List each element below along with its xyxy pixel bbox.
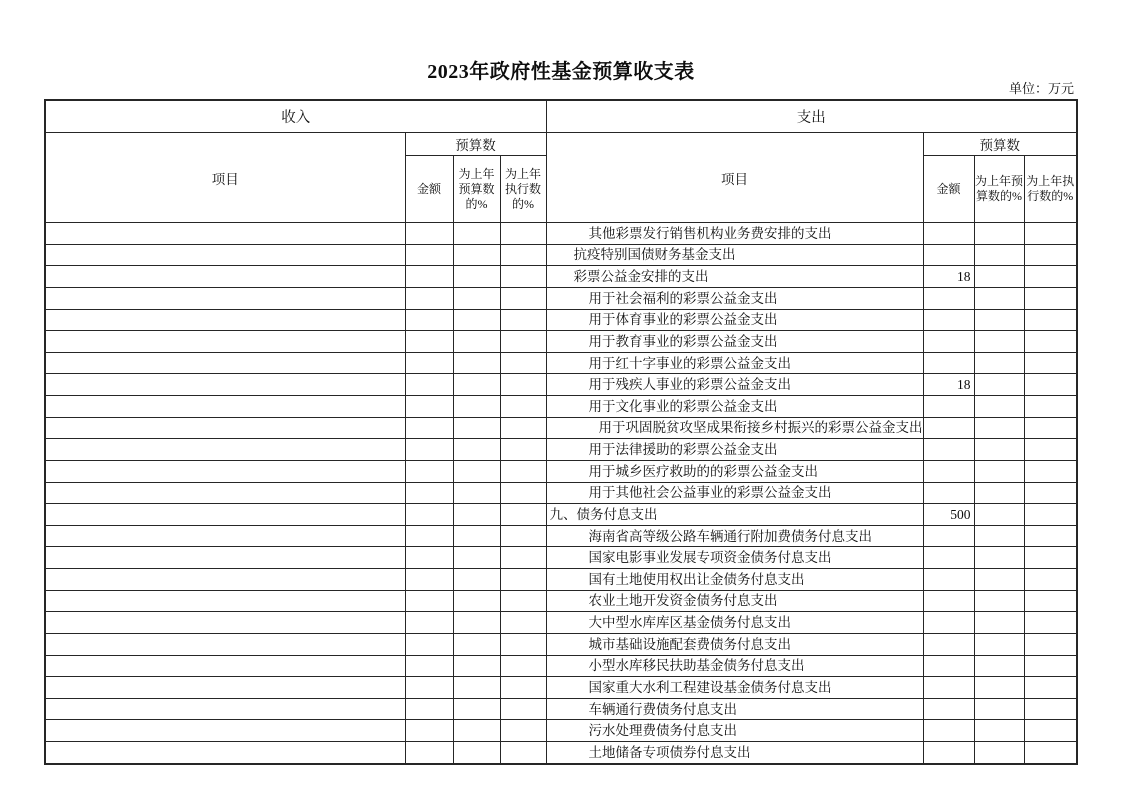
- revenue-pct-budget-cell: [453, 460, 500, 482]
- expenditure-amount-cell: [923, 698, 974, 720]
- expenditure-section-header: 支出: [546, 100, 1077, 133]
- revenue-pct-actual-cell: [500, 482, 546, 504]
- revenue-pct-actual-cell: [500, 677, 546, 699]
- expenditure-amount-cell: 500: [923, 504, 974, 526]
- revenue-pct-budget-cell: [453, 266, 500, 288]
- revenue-item-cell: [45, 244, 405, 266]
- expenditure-amount-cell: [923, 655, 974, 677]
- revenue-pct-actual-cell: [500, 309, 546, 331]
- revenue-pct-budget-cell: [453, 223, 500, 245]
- expenditure-amount-header: 金额: [923, 156, 974, 223]
- revenue-item-cell: [45, 482, 405, 504]
- revenue-pct-budget-cell: [453, 287, 500, 309]
- expenditure-pct-budget-cell: [974, 417, 1024, 439]
- expenditure-pct-budget-cell: [974, 590, 1024, 612]
- revenue-amount-cell: [405, 396, 453, 418]
- revenue-amount-cell: [405, 244, 453, 266]
- expenditure-amount-cell: [923, 287, 974, 309]
- table-row: [45, 525, 1077, 547]
- table-row: [45, 352, 1077, 374]
- revenue-amount-cell: [405, 287, 453, 309]
- expenditure-amount-cell: [923, 569, 974, 591]
- revenue-section-header: 收入: [45, 100, 546, 133]
- revenue-pct-actual-cell: [500, 331, 546, 353]
- table-row: [45, 569, 1077, 591]
- revenue-pct-actual-cell: [500, 655, 546, 677]
- expenditure-pct-actual-cell: [1024, 525, 1077, 547]
- revenue-pct-actual-cell: [500, 720, 546, 742]
- revenue-pct-budget-cell: [453, 655, 500, 677]
- revenue-item-cell: [45, 417, 405, 439]
- revenue-pct-actual-cell: [500, 525, 546, 547]
- expenditure-pct-actual-cell: [1024, 742, 1077, 764]
- expenditure-pct-actual-cell: [1024, 569, 1077, 591]
- expenditure-item-cell: 用于其他社会公益事业的彩票公益金支出: [546, 482, 923, 504]
- table-row: [45, 396, 1077, 418]
- table-row: [45, 417, 1077, 439]
- expenditure-pct-actual-cell: [1024, 698, 1077, 720]
- revenue-amount-cell: [405, 525, 453, 547]
- expenditure-item-cell: 用于巩固脱贫攻坚成果衔接乡村振兴的彩票公益金支出: [546, 417, 923, 439]
- revenue-pct-actual-cell: [500, 439, 546, 461]
- revenue-item-cell: [45, 655, 405, 677]
- revenue-pct-budget-cell: [453, 352, 500, 374]
- expenditure-amount-cell: [923, 417, 974, 439]
- revenue-pct-actual-cell: [500, 633, 546, 655]
- table-row: [45, 460, 1077, 482]
- expenditure-amount-cell: [923, 547, 974, 569]
- expenditure-amount-cell: [923, 460, 974, 482]
- revenue-pct-actual-cell: [500, 569, 546, 591]
- expenditure-pct-budget-cell: [974, 374, 1024, 396]
- revenue-item-cell: [45, 698, 405, 720]
- section-header-row: [45, 100, 1077, 133]
- revenue-item-cell: [45, 331, 405, 353]
- expenditure-pct-budget-cell: [974, 698, 1024, 720]
- revenue-amount-cell: [405, 374, 453, 396]
- expenditure-item-cell: 大中型水库库区基金债务付息支出: [546, 612, 923, 634]
- table-row: [45, 677, 1077, 699]
- expenditure-pct-actual-cell: [1024, 547, 1077, 569]
- revenue-pct-budget-cell: [453, 547, 500, 569]
- revenue-pct-actual-cell: [500, 396, 546, 418]
- expenditure-pct-actual-cell: [1024, 720, 1077, 742]
- expenditure-pct-actual-cell: [1024, 396, 1077, 418]
- revenue-item-cell: [45, 287, 405, 309]
- table-row: [45, 590, 1077, 612]
- revenue-item-cell: [45, 223, 405, 245]
- expenditure-item-cell: 农业土地开发资金债务付息支出: [546, 590, 923, 612]
- revenue-pct-actual-cell: [500, 223, 546, 245]
- expenditure-amount-cell: [923, 633, 974, 655]
- revenue-item-cell: [45, 720, 405, 742]
- revenue-amount-cell: [405, 504, 453, 526]
- expenditure-pct-actual-cell: [1024, 417, 1077, 439]
- expenditure-pct-actual-cell: [1024, 287, 1077, 309]
- expenditure-pct-actual-cell: [1024, 309, 1077, 331]
- revenue-pct-actual-cell: [500, 612, 546, 634]
- expenditure-item-cell: 用于体育事业的彩票公益金支出: [546, 309, 923, 331]
- expenditure-item-cell: 城市基础设施配套费债务付息支出: [546, 633, 923, 655]
- expenditure-item-header: 项目: [546, 133, 923, 223]
- expenditure-pct-actual-cell: [1024, 223, 1077, 245]
- expenditure-item-cell: 用于文化事业的彩票公益金支出: [546, 396, 923, 418]
- revenue-pct-budget-cell: [453, 417, 500, 439]
- revenue-pct-budget-cell: [453, 633, 500, 655]
- table-body: [45, 223, 1077, 764]
- expenditure-pct-budget-cell: [974, 547, 1024, 569]
- expenditure-amount-cell: [923, 482, 974, 504]
- revenue-amount-cell: [405, 547, 453, 569]
- revenue-pct-actual-cell: [500, 352, 546, 374]
- expenditure-amount-cell: [923, 396, 974, 418]
- expenditure-pct-budget-cell: [974, 720, 1024, 742]
- revenue-item-cell: [45, 677, 405, 699]
- revenue-pct-budget-cell: [453, 525, 500, 547]
- expenditure-pct-actual-cell: [1024, 504, 1077, 526]
- expenditure-pct-actual-cell: [1024, 612, 1077, 634]
- revenue-amount-cell: [405, 655, 453, 677]
- expenditure-pct-budget-cell: [974, 569, 1024, 591]
- revenue-amount-cell: [405, 698, 453, 720]
- expenditure-pct-budget-cell: [974, 396, 1024, 418]
- expenditure-pct-budget-cell: [974, 223, 1024, 245]
- table-row: [45, 374, 1077, 396]
- expenditure-item-cell: 国有土地使用权出让金债务付息支出: [546, 569, 923, 591]
- expenditure-item-cell: 污水处理费债务付息支出: [546, 720, 923, 742]
- page-title: 2023年政府性基金预算收支表: [427, 61, 695, 83]
- revenue-amount-cell: [405, 266, 453, 288]
- expenditure-item-cell: 其他彩票发行销售机构业务费安排的支出: [546, 223, 923, 245]
- table-row: [45, 244, 1077, 266]
- expenditure-item-cell: 车辆通行费债务付息支出: [546, 698, 923, 720]
- expenditure-pct-actual-cell: [1024, 244, 1077, 266]
- expenditure-pct-budget-cell: [974, 482, 1024, 504]
- budget-header-row: [45, 133, 1077, 156]
- expenditure-pct-actual-cell: [1024, 266, 1077, 288]
- expenditure-pct-budget-cell: [974, 460, 1024, 482]
- expenditure-pct-actual-cell: [1024, 352, 1077, 374]
- expenditure-amount-cell: [923, 677, 974, 699]
- expenditure-amount-cell: [923, 525, 974, 547]
- expenditure-pct-budget-cell: [974, 439, 1024, 461]
- revenue-amount-cell: [405, 309, 453, 331]
- expenditure-item-cell: 九、债务付息支出: [546, 504, 923, 526]
- revenue-pct-budget-cell: [453, 590, 500, 612]
- table-row: [45, 482, 1077, 504]
- expenditure-pct-budget-cell: [974, 352, 1024, 374]
- expenditure-amount-cell: [923, 244, 974, 266]
- expenditure-item-cell: 用于残疾人事业的彩票公益金支出: [546, 374, 923, 396]
- table-row: [45, 331, 1077, 353]
- revenue-budget-header: 预算数: [405, 133, 546, 156]
- expenditure-item-cell: 彩票公益金安排的支出: [546, 266, 923, 288]
- revenue-item-cell: [45, 547, 405, 569]
- revenue-pct-actual-cell: [500, 460, 546, 482]
- revenue-item-cell: [45, 374, 405, 396]
- revenue-pct-budget-cell: [453, 612, 500, 634]
- unit-label: 单位：万元: [1008, 81, 1074, 96]
- expenditure-amount-cell: [923, 439, 974, 461]
- expenditure-pct-actual-cell: [1024, 482, 1077, 504]
- expenditure-pct-actual-cell: [1024, 633, 1077, 655]
- expenditure-pct-actual-cell: [1024, 590, 1077, 612]
- revenue-amount-cell: [405, 460, 453, 482]
- expenditure-pct-actual-header: 为上年执行数的%: [1024, 156, 1077, 223]
- expenditure-amount-cell: [923, 720, 974, 742]
- expenditure-item-cell: 用于教育事业的彩票公益金支出: [546, 331, 923, 353]
- table-row: [45, 223, 1077, 245]
- table-row: [45, 720, 1077, 742]
- expenditure-item-cell: 用于法律援助的彩票公益金支出: [546, 439, 923, 461]
- expenditure-pct-actual-cell: [1024, 655, 1077, 677]
- revenue-amount-cell: [405, 720, 453, 742]
- revenue-item-cell: [45, 396, 405, 418]
- revenue-pct-actual-cell: [500, 590, 546, 612]
- revenue-amount-cell: [405, 612, 453, 634]
- revenue-pct-budget-header: 为上年预算数的%: [453, 156, 500, 223]
- expenditure-pct-budget-cell: [974, 742, 1024, 764]
- revenue-pct-budget-cell: [453, 331, 500, 353]
- expenditure-pct-budget-cell: [974, 266, 1024, 288]
- expenditure-pct-budget-cell: [974, 309, 1024, 331]
- expenditure-pct-actual-cell: [1024, 460, 1077, 482]
- expenditure-pct-actual-cell: [1024, 374, 1077, 396]
- revenue-amount-cell: [405, 482, 453, 504]
- table-row: [45, 266, 1077, 288]
- expenditure-amount-cell: [923, 590, 974, 612]
- expenditure-pct-budget-cell: [974, 677, 1024, 699]
- expenditure-pct-budget-cell: [974, 287, 1024, 309]
- revenue-item-cell: [45, 633, 405, 655]
- revenue-item-cell: [45, 352, 405, 374]
- expenditure-amount-cell: [923, 309, 974, 331]
- expenditure-item-cell: 用于城乡医疗救助的的彩票公益金支出: [546, 460, 923, 482]
- revenue-pct-actual-cell: [500, 504, 546, 526]
- expenditure-pct-actual-cell: [1024, 331, 1077, 353]
- expenditure-pct-budget-cell: [974, 504, 1024, 526]
- revenue-amount-cell: [405, 223, 453, 245]
- revenue-pct-actual-cell: [500, 374, 546, 396]
- expenditure-item-cell: 国家重大水利工程建设基金债务付息支出: [546, 677, 923, 699]
- expenditure-budget-header: 预算数: [923, 133, 1077, 156]
- expenditure-amount-cell: [923, 331, 974, 353]
- revenue-pct-actual-cell: [500, 547, 546, 569]
- revenue-item-cell: [45, 309, 405, 331]
- revenue-amount-cell: [405, 417, 453, 439]
- revenue-amount-cell: [405, 439, 453, 461]
- table-row: [45, 698, 1077, 720]
- revenue-amount-header: 金额: [405, 156, 453, 223]
- revenue-pct-budget-cell: [453, 244, 500, 266]
- revenue-item-header: 项目: [45, 133, 405, 223]
- revenue-pct-budget-cell: [453, 720, 500, 742]
- table-row: [45, 309, 1077, 331]
- expenditure-amount-cell: [923, 352, 974, 374]
- revenue-amount-cell: [405, 352, 453, 374]
- table-row: [45, 655, 1077, 677]
- revenue-item-cell: [45, 504, 405, 526]
- revenue-pct-actual-cell: [500, 417, 546, 439]
- table-row: [45, 439, 1077, 461]
- revenue-amount-cell: [405, 742, 453, 764]
- revenue-pct-actual-header: 为上年执行数的%: [500, 156, 546, 223]
- expenditure-amount-cell: [923, 223, 974, 245]
- revenue-pct-budget-cell: [453, 439, 500, 461]
- expenditure-pct-actual-cell: [1024, 439, 1077, 461]
- expenditure-item-cell: 土地储备专项债券付息支出: [546, 742, 923, 764]
- table-row: [45, 633, 1077, 655]
- revenue-amount-cell: [405, 677, 453, 699]
- revenue-pct-budget-cell: [453, 309, 500, 331]
- revenue-pct-budget-cell: [453, 569, 500, 591]
- expenditure-pct-budget-cell: [974, 655, 1024, 677]
- revenue-pct-budget-cell: [453, 677, 500, 699]
- expenditure-pct-budget-cell: [974, 331, 1024, 353]
- expenditure-item-cell: 用于红十字事业的彩票公益金支出: [546, 352, 923, 374]
- revenue-amount-cell: [405, 331, 453, 353]
- table-row: [45, 742, 1077, 764]
- expenditure-pct-budget-cell: [974, 633, 1024, 655]
- revenue-item-cell: [45, 439, 405, 461]
- revenue-pct-budget-cell: [453, 374, 500, 396]
- expenditure-item-cell: 用于社会福利的彩票公益金支出: [546, 287, 923, 309]
- revenue-item-cell: [45, 612, 405, 634]
- expenditure-pct-budget-cell: [974, 612, 1024, 634]
- expenditure-amount-cell: 18: [923, 266, 974, 288]
- revenue-item-cell: [45, 569, 405, 591]
- table-row: [45, 287, 1077, 309]
- expenditure-item-cell: 海南省高等级公路车辆通行附加费债务付息支出: [546, 525, 923, 547]
- budget-table: [44, 99, 1078, 765]
- table-header: [45, 100, 1077, 223]
- revenue-amount-cell: [405, 633, 453, 655]
- revenue-pct-budget-cell: [453, 742, 500, 764]
- revenue-pct-budget-cell: [453, 482, 500, 504]
- expenditure-pct-budget-cell: [974, 525, 1024, 547]
- expenditure-item-cell: 小型水库移民扶助基金债务付息支出: [546, 655, 923, 677]
- table-row: [45, 504, 1077, 526]
- revenue-pct-budget-cell: [453, 698, 500, 720]
- revenue-amount-cell: [405, 590, 453, 612]
- expenditure-amount-cell: 18: [923, 374, 974, 396]
- expenditure-pct-budget-header: 为上年预算数的%: [974, 156, 1024, 223]
- expenditure-pct-budget-cell: [974, 244, 1024, 266]
- revenue-item-cell: [45, 742, 405, 764]
- expenditure-amount-cell: [923, 742, 974, 764]
- revenue-amount-cell: [405, 569, 453, 591]
- revenue-pct-budget-cell: [453, 504, 500, 526]
- revenue-pct-actual-cell: [500, 698, 546, 720]
- revenue-pct-actual-cell: [500, 287, 546, 309]
- expenditure-amount-cell: [923, 612, 974, 634]
- revenue-item-cell: [45, 460, 405, 482]
- revenue-pct-actual-cell: [500, 742, 546, 764]
- expenditure-item-cell: 抗疫特别国债财务基金支出: [546, 244, 923, 266]
- revenue-item-cell: [45, 266, 405, 288]
- expenditure-item-cell: 国家电影事业发展专项资金债务付息支出: [546, 547, 923, 569]
- table-row: [45, 547, 1077, 569]
- revenue-pct-actual-cell: [500, 266, 546, 288]
- revenue-item-cell: [45, 525, 405, 547]
- revenue-pct-budget-cell: [453, 396, 500, 418]
- expenditure-pct-actual-cell: [1024, 677, 1077, 699]
- table-row: [45, 612, 1077, 634]
- revenue-pct-actual-cell: [500, 244, 546, 266]
- revenue-item-cell: [45, 590, 405, 612]
